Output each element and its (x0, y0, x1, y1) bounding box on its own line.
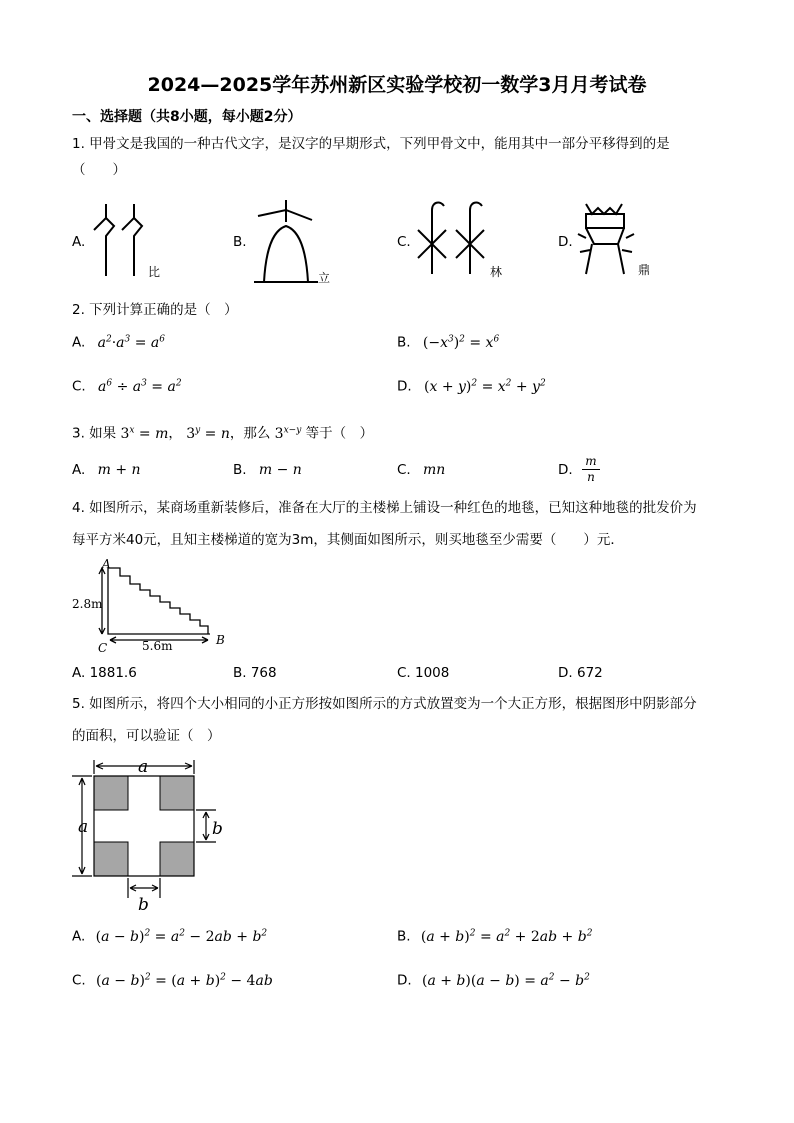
q3-stem: 3. 如果 3$^x$ = m， 3$^y$ = n，那么 $3^{x-y}$ 等于（ ） (72, 425, 374, 442)
squares-figure (70, 752, 230, 914)
label-b-bottom: b (138, 895, 149, 914)
q5-option-d-label: D. (397, 972, 412, 989)
q4-option-b: B. 768 (233, 665, 277, 681)
q3-option-d (558, 462, 573, 478)
label-b-right: b (212, 819, 223, 839)
q2-option-c: C. $a^6 \div a^3 = a^2$ (72, 378, 182, 395)
q5-option-a-label: A. (72, 928, 86, 945)
q2-stem: 2. 下列计算正确的是（ ） (72, 302, 238, 318)
q1-option-b-label: B. (233, 234, 247, 250)
q3-option-c-label: C. (397, 462, 411, 478)
q3-option-a: A. m + n (72, 462, 141, 478)
stair-label-b: B (216, 633, 225, 647)
section-heading: 一、选择题（共8小题，每小题2分） (72, 109, 302, 125)
q2-option-b-label: B. (397, 334, 411, 351)
q4-option-d: D. 672 (558, 665, 603, 681)
q3-stem-post: 等于（ ） (305, 425, 374, 442)
oracle-lin-figure (410, 196, 510, 284)
q3-stem-pre: 3. 如果 (72, 425, 117, 442)
q3-stem-mid1: ， (168, 425, 182, 442)
q1-option-d-label: D. (558, 234, 573, 250)
q4-option-c: C. 1008 (397, 665, 450, 681)
oracle-bi-figure (86, 196, 166, 284)
q1-option-b-char: 立 (318, 271, 331, 285)
q3-option-c: C. mn (397, 462, 446, 478)
q5-option-b: B. $(a + b)^2 = a^2 + 2ab + b^2$ (397, 928, 593, 945)
q4-stem-line1: 4. 如图所示，某商场重新装修后，准备在大厅的主楼梯上铺设一种红色的地毯，已知这种地毯的批发价为 (72, 500, 697, 516)
page-title: 2024—2025学年苏州新区实验学校初一数学3月月考试卷 (147, 74, 647, 96)
q3-stem-mid2: ，那么 (229, 425, 271, 442)
staircase-figure (70, 556, 240, 656)
q1-stem-line1: 1. 甲骨文是我国的一种古代文字，是汉字的早期形式，下列甲骨文中，能用其中一部分平移得到的是 (72, 136, 670, 152)
q1-option-c-char: 林 (490, 265, 503, 279)
oracle-li-figure (250, 196, 340, 288)
q4-option-a: A. 1881.6 (72, 665, 137, 681)
q3-option-d-label: D. (558, 462, 573, 478)
oracle-ding-figure (576, 198, 666, 282)
q2-option-d-label: D. (397, 378, 412, 395)
q1-option-d-char: 鼎 (638, 263, 651, 277)
label-a-left: a (78, 817, 89, 837)
q2-option-c-label: C. (72, 378, 86, 395)
stair-base-label: 5.6m (142, 639, 173, 653)
q5-stem-line1: 5. 如图所示，将四个大小相同的小正方形按如图所示的方式放置变为一个大正方形，根据图形中阴影部分 (72, 696, 697, 712)
q2-option-a: A. $a^2\cdot a^3 = a^6$ (72, 334, 165, 351)
stair-label-c: C (98, 641, 108, 655)
q2-option-a-label: A. (72, 334, 86, 351)
q5-stem-line2: 的面积，可以验证（ ） (72, 728, 221, 744)
q2-option-d: D. $(x + y)^2 = x^2 + y^2$ (397, 378, 546, 395)
q3-option-b-label: B. (233, 462, 247, 478)
q3-option-a-label: A. (72, 462, 86, 478)
q5-option-b-label: B. (397, 928, 411, 945)
q4-stem-line2: 每平方米40元，且知主楼梯道的宽为3m，其侧面如图所示，则买地毯至少需要（ ）元． (72, 532, 624, 548)
q2-option-b: B. $(-x^3)^2 = x^6$ (397, 334, 500, 351)
stair-height-label: 2.8m (72, 597, 103, 611)
q5-option-c-label: C. (72, 972, 86, 989)
q5-option-d: D. $(a + b)(a - b) = a^2 - b^2$ (397, 972, 590, 989)
q1-option-c-label: C. (397, 234, 411, 250)
label-a-top: a (138, 757, 149, 777)
stair-label-a: A (102, 557, 111, 571)
q3-option-b: B. m − n (233, 462, 302, 478)
q5-option-c: C. $(a - b)^2 = (a + b)^2 - 4ab$ (72, 972, 273, 989)
q1-stem-line2: （ ） (72, 162, 126, 178)
q3-option-d-fraction: m n (582, 454, 600, 484)
q1-option-a-label: A. (72, 234, 86, 250)
q1-option-a-char: 比 (148, 265, 161, 279)
q5-option-a: A. $(a - b)^2 = a^2 - 2ab + b^2$ (72, 928, 268, 945)
